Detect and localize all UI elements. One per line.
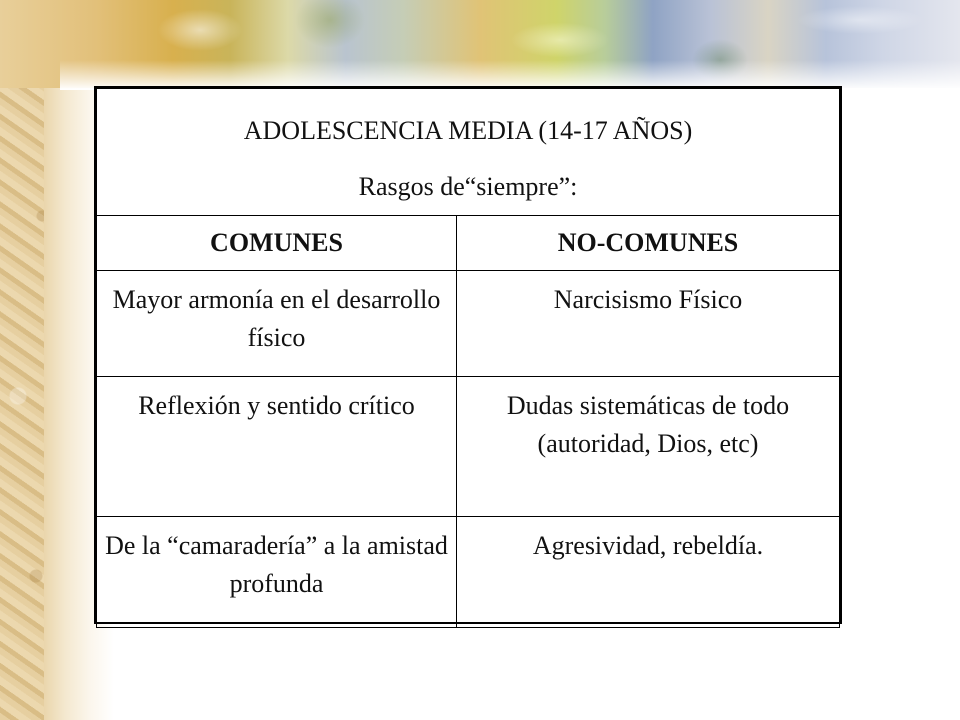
header-no-comunes: NO-COMUNES	[457, 216, 840, 271]
table-cell: Mayor armonía en el desarrollo físico	[97, 271, 457, 377]
table-title: ADOLESCENCIA MEDIA (14-17 AÑOS)	[243, 116, 693, 145]
table-subtitle: Rasgos de“siempre”:	[358, 172, 578, 201]
table-cell: De la “camaradería” a la amistad profunda	[97, 517, 457, 628]
table-cell: Agresividad, rebeldía.	[457, 517, 840, 628]
table-cell: Dudas sistemáticas de todo (autoridad, Dios, etc)	[457, 377, 840, 517]
table-cell: Reflexión y sentido crítico	[97, 377, 457, 517]
table-title-cell	[97, 89, 840, 216]
header-comunes: COMUNES	[97, 216, 457, 271]
traits-table	[94, 86, 842, 624]
table-cell: Narcisismo Físico	[457, 271, 840, 377]
